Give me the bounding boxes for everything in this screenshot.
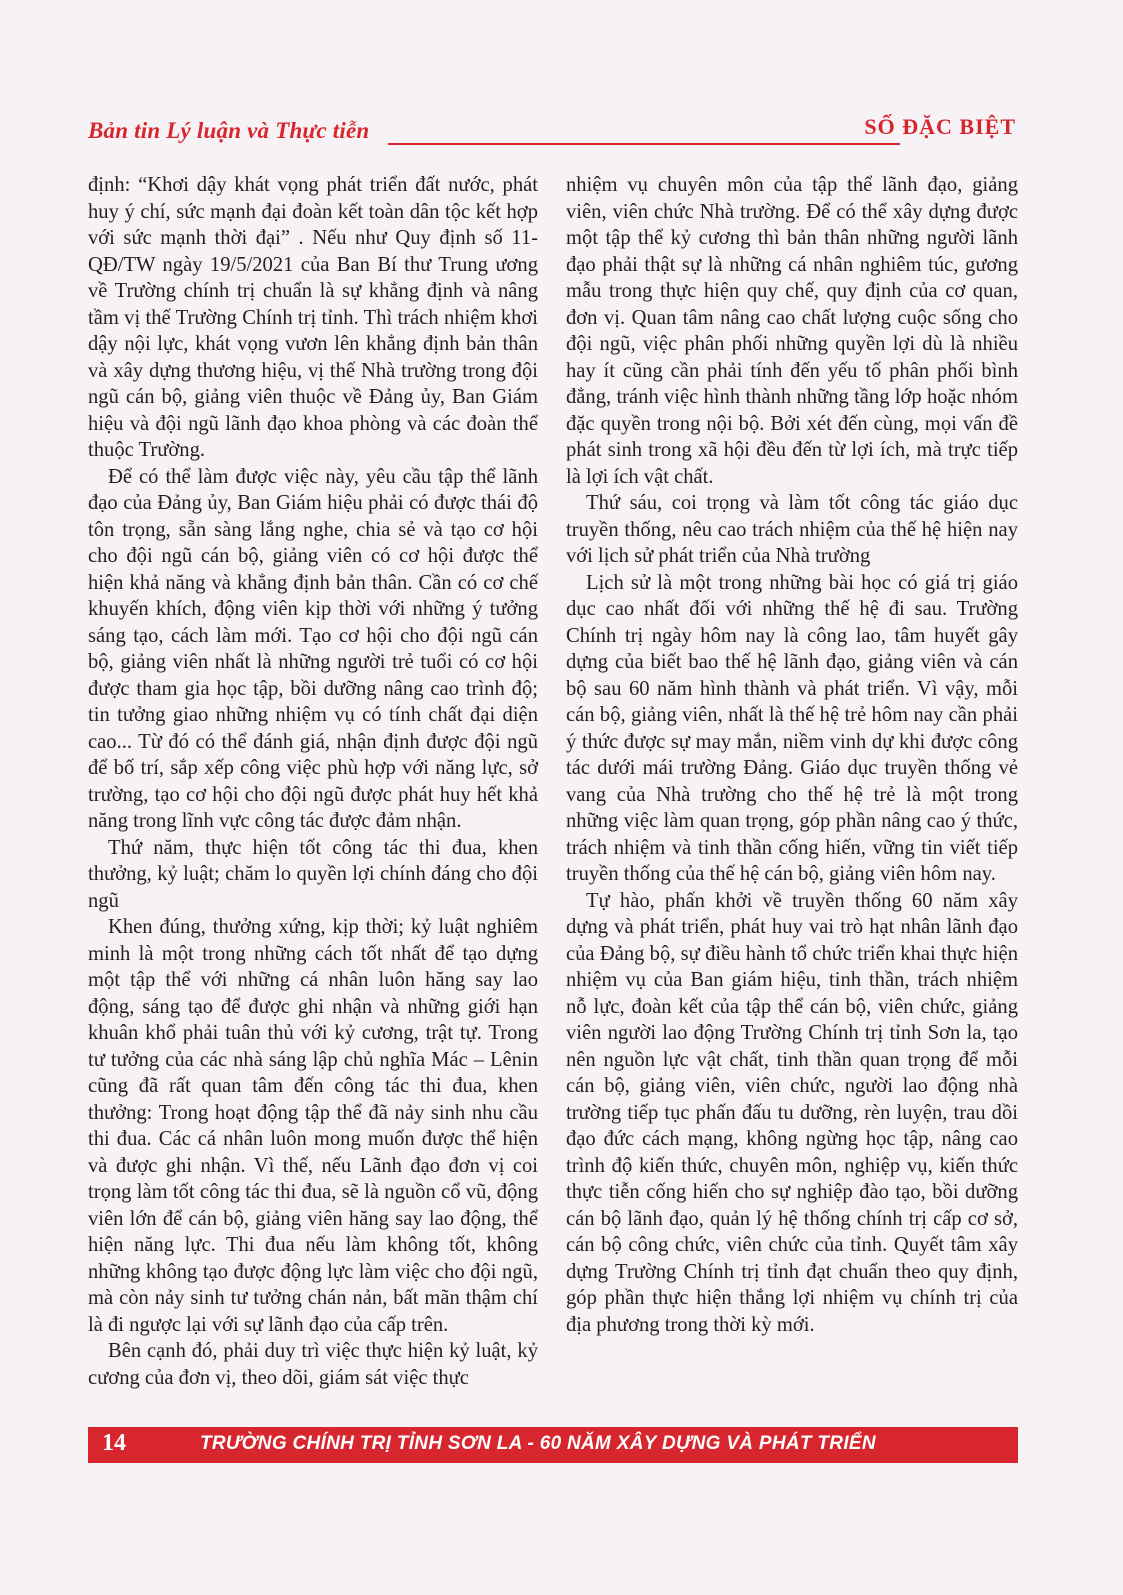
paragraph: Khen đúng, thưởng xứng, kịp thời; kỷ luật nghiêm minh là một trong những cách tốt nhất để tạo dựng một tập thể với những cá nhân luôn hăng say lao động, sáng tạo để được ghi nhận và những giới hạn khuân khổ phải tuân thủ với kỷ cương, trật tự. Trong tư tưởng của các nhà sáng lập chủ nghĩa Mác – Lênin cũng đã rất quan tâm đến công tác thi đua, khen thưởng: Trong hoạt động tập thể đã nảy sinh nhu cầu thi đua. Các cá nhân luôn mong muốn được thể hiện và được ghi nhận. Vì thế, nếu Lãnh đạo đơn vị coi trọng làm tốt công tác thi đua, sẽ là nguồn cổ vũ, động viên lớn để cán bộ, giảng viên hăng say lao động, thể hiện năng lực. Thi đua nếu làm không tốt, không những không tạo được động lực làm việc cho đội ngũ, mà còn nảy sinh tư tưởng chán nản, bất mãn thậm chí là đi ngược lại với sự lãnh đạo của cấp trên. xyxy=(88,916,538,1336)
paragraph: Lịch sử là một trong những bài học có giá trị giáo dục cao nhất đối với những thế hệ đi sau. Trường Chính trị ngày hôm nay là công lao, tâm huyết gây dựng của biết bao thế hệ lãnh đạo, giảng viên và cán bộ sau 60 năm hình thành và phát triển. Vì vậy, mỗi cán bộ, giảng viên, nhất là thế hệ trẻ hôm nay cần phải ý thức được sự may mắn, niềm vinh dự khi được công tác dưới mái trường Đảng. Giáo dục truyền thống vẻ vang của Nhà trường cho thế hệ trẻ là một trong những việc làm quan trọng, góp phần nâng cao ý thức, trách nhiệm và tinh thần cống hiến, vững tin viết tiếp truyền thống của thế hệ cán bộ, giảng viên hôm nay. xyxy=(566,571,1018,885)
page-footer xyxy=(88,1427,1018,1463)
paragraph: Để có thể làm được việc này, yêu cầu tập thể lãnh đạo của Đảng ủy, Ban Giám hiệu phải có được thái độ tôn trọng, sẵn sàng lắng nghe, chia sẻ và tạo cơ hội cho đội ngũ cán bộ, giảng viên có cơ hội được thể hiện khả năng và khẳng định bản thân. Cần có cơ chế khuyến khích, động viên kịp thời với những ý tưởng sáng tạo, cách làm mới. Tạo cơ hội cho đội ngũ cán bộ, giảng viên nhất là những người trẻ tuổi có cơ hội được tham gia học tập, bồi dưỡng nâng cao trình độ; tin tưởng giao những nhiệm vụ có tính chất đại diện cao... Từ đó có thể đánh giá, nhận định được đội ngũ để bố trí, sắp xếp công việc phù hợp với năng lực, sở trường, tạo cơ hội cho đội ngũ được phát huy hết khả năng trong lĩnh vực công tác được đảm nhận. xyxy=(88,465,538,832)
section-heading: Thứ sáu, coi trọng và làm tốt công tác giáo dục truyền thống, nêu cao trách nhiệm của thế hệ hiện nay với lịch sử phát triển của Nhà trường xyxy=(566,492,1018,567)
paragraph: Tự hào, phấn khởi về truyền thống 60 năm xây dựng và phát triển, phát huy vai trò hạt nhân lãnh đạo của Đảng bộ, sự điều hành tổ chức triển khai thực hiện nhiệm vụ của Ban giám hiệu, tinh thần, trách nhiệm nỗ lực, đoàn kết của tập thể cán bộ, viên chức, giảng viên người lao động Trường Chính trị tỉnh Sơn la, tạo nên nguồn lực vật chất, tinh thần quan trọng để mỗi cán bộ, giảng viên, viên chức, người lao động nhà trường tiếp tục phấn đấu tu dưỡng, rèn luyện, trau dồi đạo đức cách mạng, không ngừng học tập, nâng cao trình độ kiến thức, chuyên môn, nghiệp vụ, kiến thức thực tiễn cống hiến cho sự nghiệp đào tạo, bồi dưỡng cán bộ lãnh đạo, quản lý hệ thống chính trị cấp cơ sở, cán bộ công chức, viên chức của tỉnh. Quyết tâm xây dựng Trường Chính trị tỉnh đạt chuẩn theo quy định, góp phần thực hiện thắng lợi nhiệm vụ chính trị của địa phương trong thời kỳ mới. xyxy=(566,889,1018,1336)
article-column-right xyxy=(566,172,1018,1338)
page-number: 14 xyxy=(102,1430,126,1456)
header-divider xyxy=(388,143,900,145)
paragraph: nhiệm vụ chuyên môn của tập thể lãnh đạo, giảng viên, viên chức Nhà trường. Để có thể xây dựng được một tập thể kỷ cương thì bản thân những người lãnh đạo phải thật sự là những cá nhân nghiêm túc, gương mẫu trong thực hiện quy chế, quy định của cơ quan, đơn vị. Quan tâm nâng cao chất lượng cuộc sống cho đội ngũ, việc phân phối những quyền lợi dù là nhiều hay ít cũng cần phải tính đến yếu tố phân phối bình đẳng, tránh việc hình thành những tầng lớp hoặc nhóm đặc quyền trong nội bộ. Bởi xét đến cùng, mọi vấn đề phát sinh trong xã hội đều đến từ lợi ích, mà trực tiếp là lợi ích vật chất. xyxy=(566,174,1018,488)
issue-label: SỐ ĐẶC BIỆT xyxy=(864,114,1016,139)
paragraph: Bên cạnh đó, phải duy trì việc thực hiện kỷ luật, kỷ cương của đơn vị, theo dõi, giám sát việc thực xyxy=(88,1340,538,1389)
paragraph: định: “Khơi dậy khát vọng phát triển đất nước, phát huy ý chí, sức mạnh đại đoàn kết toàn dân tộc kết hợp với sức mạnh thời đại” . Nếu như Quy định số 11-QĐ/TW ngày 19/5/2021 của Ban Bí thư Trung ương về Trường chính trị chuẩn là sự khẳng định và nâng tầm vị thế Trường Chính trị tỉnh. Thì trách nhiệm khơi dậy nội lực, khát vọng vươn lên khẳng định bản thân và xây dựng thương hiệu, vị thế Nhà trường trong đội ngũ cán bộ, giảng viên thuộc về Đảng ủy, Ban Giám hiệu và đội ngũ lãnh đạo khoa phòng và các đoàn thể thuộc Trường. xyxy=(88,174,538,461)
page-header xyxy=(88,112,1018,148)
article-column-left xyxy=(88,172,538,1391)
section-heading: Thứ năm, thực hiện tốt công tác thi đua, khen thưởng, kỷ luật; chăm lo quyền lợi chính đáng cho đội ngũ xyxy=(88,836,538,912)
bulletin-title: Bản tin Lý luận và Thực tiễn xyxy=(88,118,370,143)
footer-title: TRƯỜNG CHÍNH TRỊ TỈNH SƠN LA - 60 NĂM XÂY DỰNG VÀ PHÁT TRIỂN xyxy=(200,1433,876,1454)
